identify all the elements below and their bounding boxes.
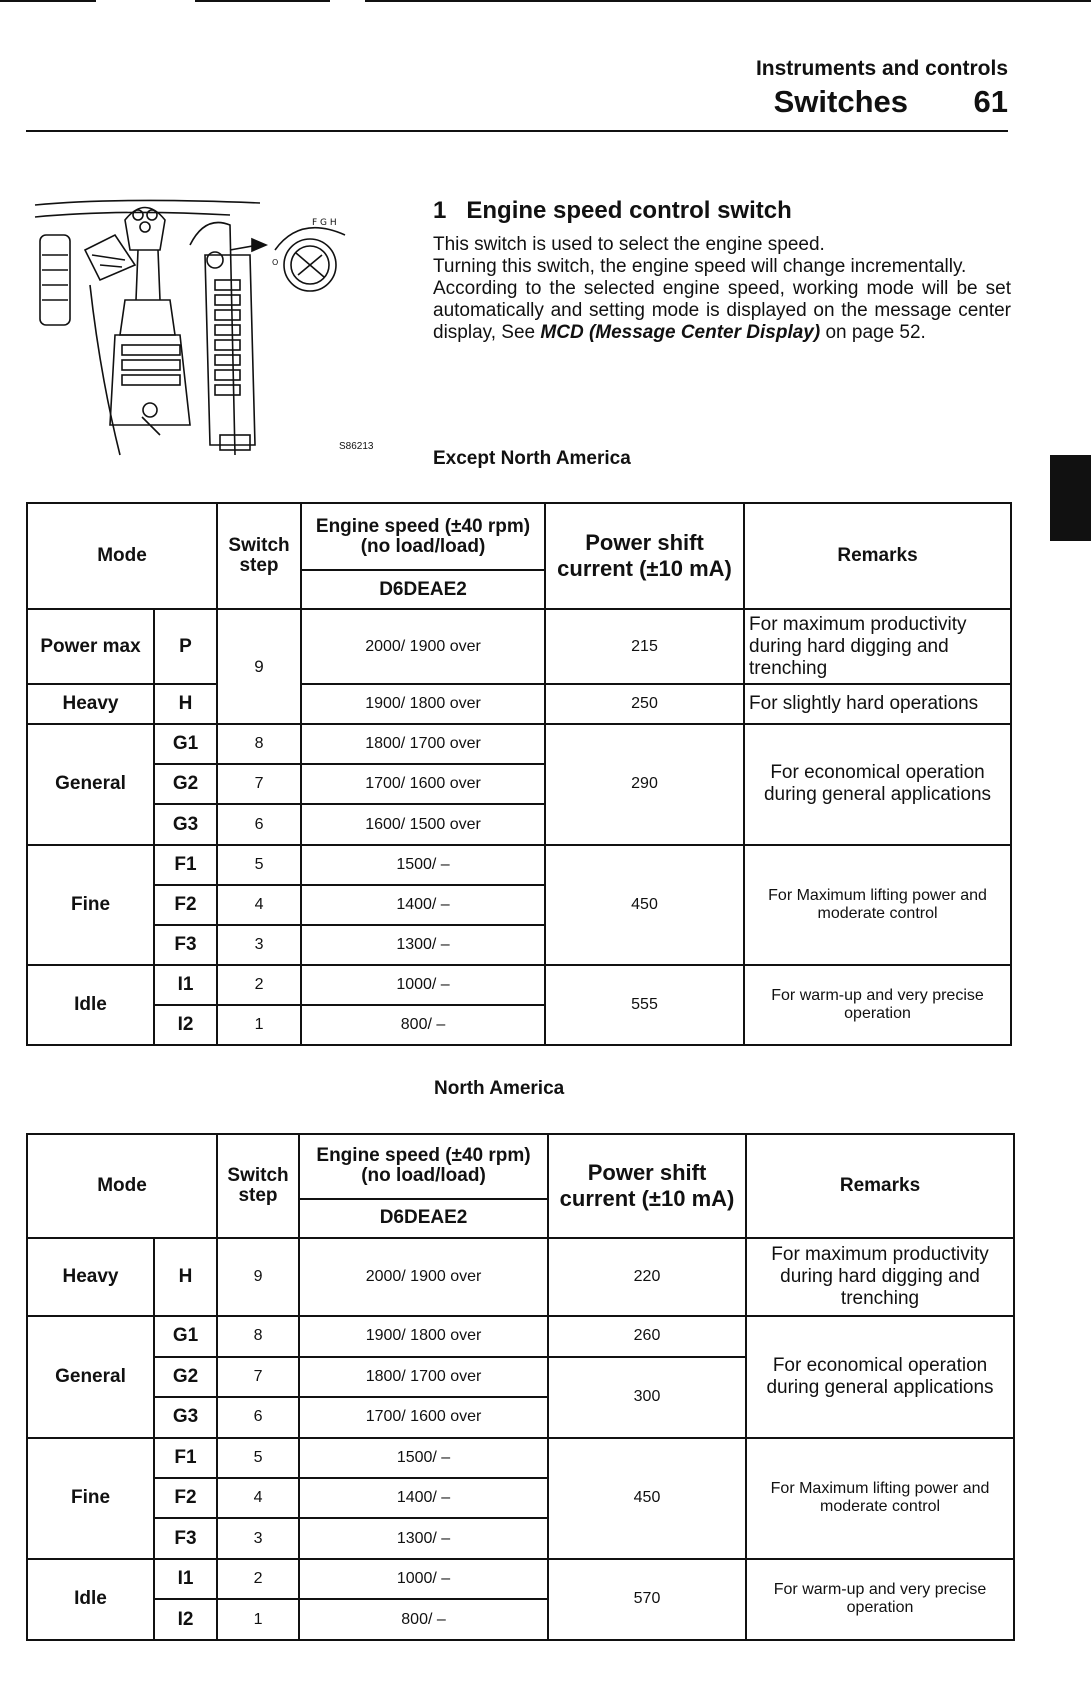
- remark-cell: For Maximum lifting power and moderate control: [744, 845, 1011, 965]
- header-engine-model: D6DEAE2: [299, 1199, 548, 1238]
- remark-cell: For maximum productivity during hard digging and trenching: [744, 609, 1011, 684]
- table-row: [27, 1316, 1014, 1356]
- header-mode: Mode: [27, 1134, 217, 1238]
- current-cell: 290: [545, 724, 744, 844]
- step-cell: 5: [217, 845, 301, 885]
- header-engine-speed: Engine speed (±40 rpm) (no load/load): [301, 503, 545, 570]
- step-cell: 6: [217, 804, 301, 844]
- speed-cell: 1000/ –: [301, 965, 545, 1005]
- mode-cell: Heavy: [27, 1238, 154, 1316]
- table-row: [27, 684, 1011, 724]
- current-cell: 300: [548, 1357, 746, 1438]
- code-cell: I2: [154, 1599, 217, 1640]
- code-cell: G3: [154, 804, 217, 844]
- code-cell: G2: [154, 1357, 217, 1397]
- step-cell: 5: [217, 1438, 299, 1478]
- header-remarks: Remarks: [746, 1134, 1014, 1238]
- mode-cell: Power max: [27, 609, 154, 684]
- table-row: [27, 724, 1011, 764]
- header-remarks: Remarks: [744, 503, 1011, 609]
- header-rule: [26, 130, 1008, 132]
- code-cell: F3: [154, 1518, 217, 1558]
- mode-cell: General: [27, 1316, 154, 1437]
- mcd-reference-link[interactable]: MCD (Message Center Display): [540, 322, 821, 343]
- step-cell: 8: [217, 1316, 299, 1356]
- speed-cell: 1900/ 1800 over: [299, 1316, 548, 1356]
- code-cell: G1: [154, 724, 217, 764]
- speed-cell: 1900/ 1800 over: [301, 684, 545, 724]
- header-engine-speed: Engine speed (±40 rpm) (no load/load): [299, 1134, 548, 1199]
- speed-cell: 800/ –: [301, 1005, 545, 1045]
- speed-cell: 800/ –: [299, 1599, 548, 1640]
- code-cell: F2: [154, 885, 217, 925]
- code-cell: G1: [154, 1316, 217, 1356]
- step-cell: 2: [217, 965, 301, 1005]
- speed-cell: 1800/ 1700 over: [299, 1357, 548, 1397]
- code-cell: G3: [154, 1397, 217, 1437]
- code-cell: F3: [154, 925, 217, 965]
- speed-cell: 1700/ 1600 over: [299, 1397, 548, 1437]
- remark-cell: For warm-up and very precise operation: [744, 965, 1011, 1045]
- speed-cell: 1400/ –: [299, 1478, 548, 1518]
- caption-north-america: North America: [434, 1078, 565, 1099]
- speed-cell: 2000/ 1900 over: [299, 1238, 548, 1316]
- step-cell: 4: [217, 885, 301, 925]
- code-cell: H: [154, 1238, 217, 1316]
- svg-text:F G H: F G H: [312, 218, 337, 228]
- mode-cell: Fine: [27, 845, 154, 965]
- para-3: According to the selected engine speed, working mode will be set automatically and setting mode is displayed on the message center display, See MCD (Message Center Display) on page 52.: [433, 278, 1011, 343]
- speed-cell: 2000/ 1900 over: [301, 609, 545, 684]
- section-heading: [433, 197, 792, 225]
- section-title: Instruments and controls: [755, 57, 1008, 80]
- header-power-shift: Power shift current (±10 mA): [548, 1134, 746, 1238]
- mode-cell: Idle: [27, 965, 154, 1045]
- cab-controls-illustration: [30, 195, 380, 465]
- table-row: [27, 845, 1011, 885]
- mode-cell: Fine: [27, 1438, 154, 1559]
- thumb-index-tab: [1050, 455, 1091, 541]
- table-row: [27, 1238, 1014, 1316]
- code-cell: I1: [154, 1559, 217, 1599]
- description: [433, 234, 1011, 344]
- step-cell: 2: [217, 1559, 299, 1599]
- header-switch-step: Switch step: [217, 503, 301, 609]
- header-power-shift: Power shift current (±10 mA): [545, 503, 744, 609]
- current-cell: 260: [548, 1316, 746, 1356]
- remark-cell: For economical operation during general applications: [744, 724, 1011, 844]
- page-number: 61: [973, 84, 1008, 119]
- caption-except-north-america: Except North America: [433, 448, 631, 469]
- code-cell: I2: [154, 1005, 217, 1045]
- speed-cell: 1600/ 1500 over: [301, 804, 545, 844]
- remark-cell: For maximum productivity during hard digging and trenching: [746, 1238, 1014, 1316]
- code-cell: F2: [154, 1478, 217, 1518]
- step-cell: 8: [217, 724, 301, 764]
- heading-text: Engine speed control switch: [466, 197, 792, 224]
- current-cell: 250: [545, 684, 744, 724]
- table-row: [27, 965, 1011, 1005]
- code-cell: I1: [154, 965, 217, 1005]
- step-cell: 3: [217, 1518, 299, 1558]
- speed-cell: 1400/ –: [301, 885, 545, 925]
- speed-cell: 1300/ –: [301, 925, 545, 965]
- mode-cell: Heavy: [27, 684, 154, 724]
- table-row: [27, 1438, 1014, 1478]
- speed-cell: 1300/ –: [299, 1518, 548, 1558]
- table-north-america: [26, 1133, 1015, 1641]
- code-cell: F1: [154, 845, 217, 885]
- header-engine-model: D6DEAE2: [301, 570, 545, 609]
- current-cell: 215: [545, 609, 744, 684]
- mode-cell: Idle: [27, 1559, 154, 1640]
- mode-cell: General: [27, 724, 154, 844]
- remark-cell: For Maximum lifting power and moderate control: [746, 1438, 1014, 1559]
- speed-cell: 1800/ 1700 over: [301, 724, 545, 764]
- current-cell: 450: [548, 1438, 746, 1559]
- code-cell: H: [154, 684, 217, 724]
- figure-code: S86213: [339, 441, 374, 452]
- table-row: [27, 1559, 1014, 1599]
- speed-cell: 1500/ –: [301, 845, 545, 885]
- current-cell: 555: [545, 965, 744, 1045]
- step-cell: 7: [217, 1357, 299, 1397]
- step-cell: 3: [217, 925, 301, 965]
- step-cell: 4: [217, 1478, 299, 1518]
- para-1: This switch is used to select the engine speed.: [433, 234, 825, 255]
- page-title: Switches: [773, 84, 908, 119]
- remark-cell: For economical operation during general applications: [746, 1316, 1014, 1437]
- step-cell: 6: [217, 1397, 299, 1437]
- step-cell: 1: [217, 1005, 301, 1045]
- para-2: Turning this switch, the engine speed will change incrementally.: [433, 256, 967, 277]
- current-cell: 450: [545, 845, 744, 965]
- step-cell: 7: [217, 764, 301, 804]
- speed-cell: 1700/ 1600 over: [301, 764, 545, 804]
- step-cell: 1: [217, 1599, 299, 1640]
- current-cell: 570: [548, 1559, 746, 1640]
- step-cell: 9: [217, 609, 301, 724]
- code-cell: G2: [154, 764, 217, 804]
- remark-cell: For warm-up and very precise operation: [746, 1559, 1014, 1640]
- speed-cell: 1000/ –: [299, 1559, 548, 1599]
- current-cell: 220: [548, 1238, 746, 1316]
- step-cell: 9: [217, 1238, 299, 1316]
- speed-cell: 1500/ –: [299, 1438, 548, 1478]
- heading-number: 1: [433, 197, 447, 224]
- code-cell: P: [154, 609, 217, 684]
- table-row: [27, 609, 1011, 684]
- svg-text:O: O: [272, 258, 279, 267]
- code-cell: F1: [154, 1438, 217, 1478]
- table-except-north-america: [26, 502, 1012, 1046]
- remark-cell: For slightly hard operations: [744, 684, 1011, 724]
- header-switch-step: Switch step: [217, 1134, 299, 1238]
- header-mode: Mode: [27, 503, 217, 609]
